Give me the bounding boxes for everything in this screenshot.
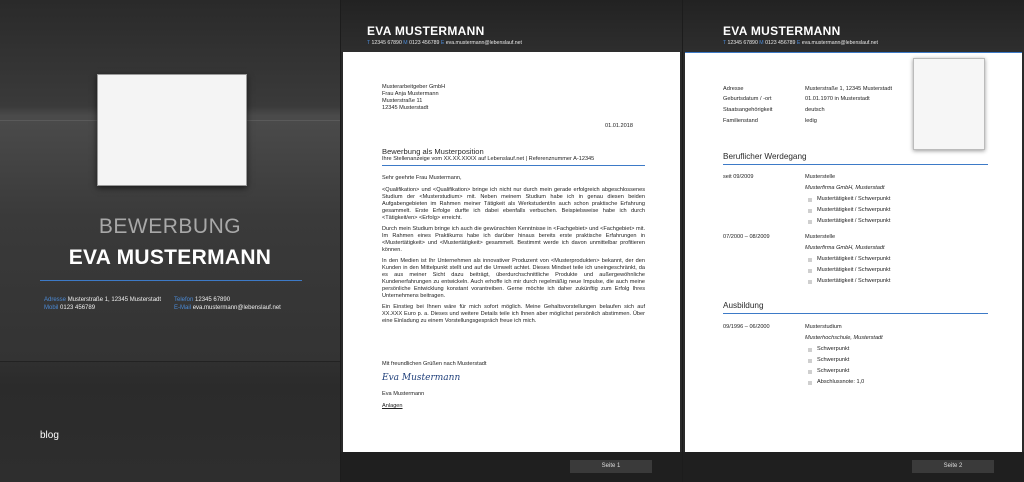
bullet-icon	[808, 258, 812, 262]
cover-kicker: BEWERBUNG	[98, 215, 242, 238]
career-company: Musterfirma GmbH, Musterstadt	[805, 245, 885, 251]
career-task: Mustertätigkeit / Schwerpunkt	[817, 196, 891, 202]
cover-name: EVA MUSTERMANN	[68, 246, 272, 269]
cv-sheet	[685, 52, 1022, 453]
letter-sheet	[343, 52, 680, 453]
cover-photo-placeholder	[97, 74, 247, 186]
cover-divider	[40, 280, 302, 281]
career-title: Musterstelle	[805, 174, 836, 180]
education-item: Schwerpunkt	[817, 357, 850, 363]
cover-address-label: Adresse	[44, 297, 67, 303]
career-title: Musterstelle	[805, 234, 836, 240]
attachments-link[interactable]: Anlagen	[382, 403, 403, 409]
cover-contact-right	[174, 296, 281, 312]
letter-paragraph: Durch mein Studium bringe ich auch die gewünschten Kenntnisse in <Fachgebiet> und <Fachgebiet> mit. Im Rahmen eines Praktikums habe ich darüber hinaus bereits erste praktische Erfahrungen in <Mustertätigkeit> und <Mustertätigkeit> gesammelt. Bestimmt werde ich davon unmittelbar profitieren können.	[382, 226, 645, 253]
cover-page	[0, 0, 340, 482]
career-divider	[723, 164, 988, 165]
bullet-icon	[808, 198, 812, 202]
letter-page	[341, 0, 682, 482]
cover-mobile: 0123 456789	[60, 305, 96, 311]
personal-label: Adresse	[723, 86, 744, 92]
letter-body	[382, 187, 645, 329]
cover-address: Musterstraße 1, 12345 Musterstadt	[67, 297, 162, 303]
career-company: Musterfirma GmbH, Musterstadt	[805, 185, 885, 191]
education-period: 09/1996 – 06/2000	[723, 324, 770, 330]
bullet-icon	[808, 220, 812, 224]
letter-header-name: EVA MUSTERMANN	[367, 24, 485, 38]
cover-mobile-label: Mobil	[44, 305, 59, 311]
education-title: Musterstudium	[805, 324, 842, 330]
cover-phone: 12345 67890	[195, 297, 231, 303]
cv-page	[683, 0, 1024, 482]
personal-label: Familienstand	[723, 118, 758, 124]
bullet-icon	[808, 359, 812, 363]
career-period: 07/2000 – 08/2009	[723, 234, 770, 240]
education-divider	[723, 313, 988, 314]
cover-email-label: E-Mail	[174, 305, 192, 311]
letter-paragraph: Ein Einstieg bei Ihnen wäre für mich sofort möglich. Meine Gehaltsvorstellungen belaufen sich auf XX.XXX Euro p. a. Dieses und weitere Details teile ich Ihnen aber möglichst persönlich abstimmen. Über eine Einladung zu einem Vorstellungsgespräch freue ich mich.	[382, 304, 645, 324]
page-number-2: Seite 2	[912, 460, 994, 473]
subject-divider	[382, 165, 645, 166]
letter-subject: Bewerbung als Musterposition	[382, 147, 484, 156]
letter-date: 01.01.2018	[605, 123, 633, 129]
personal-label: Staatsangehörigkeit	[723, 107, 773, 113]
letter-paragraph: In den Medien ist Ihr Unternehmen als innovativer Produzent von <Musterprodukten> bekannt, der den Kunden in den Mittelpunkt stellt und auf die Umwelt achtet. Dieses Mindset teile ich uneingeschränkt, da es aus meiner Sicht dazu beiträgt, überdurchschnittliche Produkte und außergewöhnliche Kundenerfahrungen zu entwickeln. Auch erhoffe ich mir durch regelmäßig neue Impulse, die auch meine persönliche Entwicklung konstant vorantreiben. Gerne möchte ich daher zukünftig zum Erfolg Ihres Unternehmens beitragen.	[382, 258, 645, 299]
bullet-icon	[808, 348, 812, 352]
career-task: Mustertätigkeit / Schwerpunkt	[817, 278, 891, 284]
signer-name: Eva Mustermann	[382, 391, 425, 397]
personal-value: ledig	[805, 118, 817, 124]
page-number-1: Seite 1	[570, 460, 652, 473]
letter-salutation: Sehr geehrte Frau Mustermann,	[382, 175, 462, 181]
bullet-icon	[808, 209, 812, 213]
letter-paragraph: <Qualifikation> und <Qualifikation> bringe ich nicht nur durch mein gerade erfolgreich abgeschlossenes Studium der <Musterstudium> mit. Neben meinem Studium habe ich in genau diesen beiden Aufgabengebieten im Rahmen meiner Tätigkeit als Werkstudent/in auch schon praktische Erfahrung gesammelt. Erste Erfolge durfte ich dabei ebenfalls verbuchen. Beispielsweise habe ich durch <Tätigkeit/en> <Erfolg> erreicht.	[382, 187, 645, 221]
education-item: Schwerpunkt	[817, 346, 850, 352]
education-item: Abschlussnote: 1,0	[817, 379, 865, 385]
bullet-icon	[808, 269, 812, 273]
career-period: seit 09/2009	[723, 174, 754, 180]
cv-header-contact: T 12345 67890 M 0123 456789 E eva.mustermann@lebenslauf.net	[723, 40, 878, 46]
career-task: Mustertätigkeit / Schwerpunkt	[817, 267, 891, 273]
career-task: Mustertätigkeit / Schwerpunkt	[817, 218, 891, 224]
personal-label: Geburtsdatum / -ort	[723, 96, 772, 102]
bullet-icon	[808, 381, 812, 385]
education-school: Musterhochschule, Musterstadt	[805, 335, 883, 341]
cv-header-name: EVA MUSTERMANN	[723, 24, 841, 38]
cover-email: eva.mustermann@lebenslauf.net	[192, 305, 281, 311]
personal-value: Musterstraße 1, 12345 Musterstadt	[805, 86, 893, 92]
signature: Eva Mustermann	[382, 373, 461, 383]
bullet-icon	[808, 370, 812, 374]
personal-value: 01.01.1970 in Musterstadt	[805, 96, 870, 102]
cv-photo-placeholder	[913, 58, 985, 150]
letter-reference: Ihre Stellenanzeige vom XX.XX.XXXX auf Lebenslauf.net | Referenznummer A-12345	[382, 156, 595, 162]
career-heading: Beruflicher Werdegang	[723, 152, 807, 161]
education-item: Schwerpunkt	[817, 368, 850, 374]
career-task: Mustertätigkeit / Schwerpunkt	[817, 207, 891, 213]
cover-contact-left	[44, 296, 161, 312]
letter-header-contact: T 12345 67890 M 0123 456789 E eva.mustermann@lebenslauf.net	[367, 40, 522, 46]
career-task: Mustertätigkeit / Schwerpunkt	[817, 256, 891, 262]
bullet-icon	[808, 280, 812, 284]
education-heading: Ausbildung	[723, 301, 764, 310]
personal-value: deutsch	[805, 107, 825, 113]
blog-watermark: blog	[40, 430, 59, 441]
letter-closing: Mit freundlichen Grüßen nach Musterstadt	[382, 361, 487, 367]
recipient-address: Musterarbeitgeber GmbH Frau Anja Mustermann Musterstraße 11 12345 Musterstadt	[382, 84, 446, 111]
cover-phone-label: Telefon	[174, 297, 194, 303]
